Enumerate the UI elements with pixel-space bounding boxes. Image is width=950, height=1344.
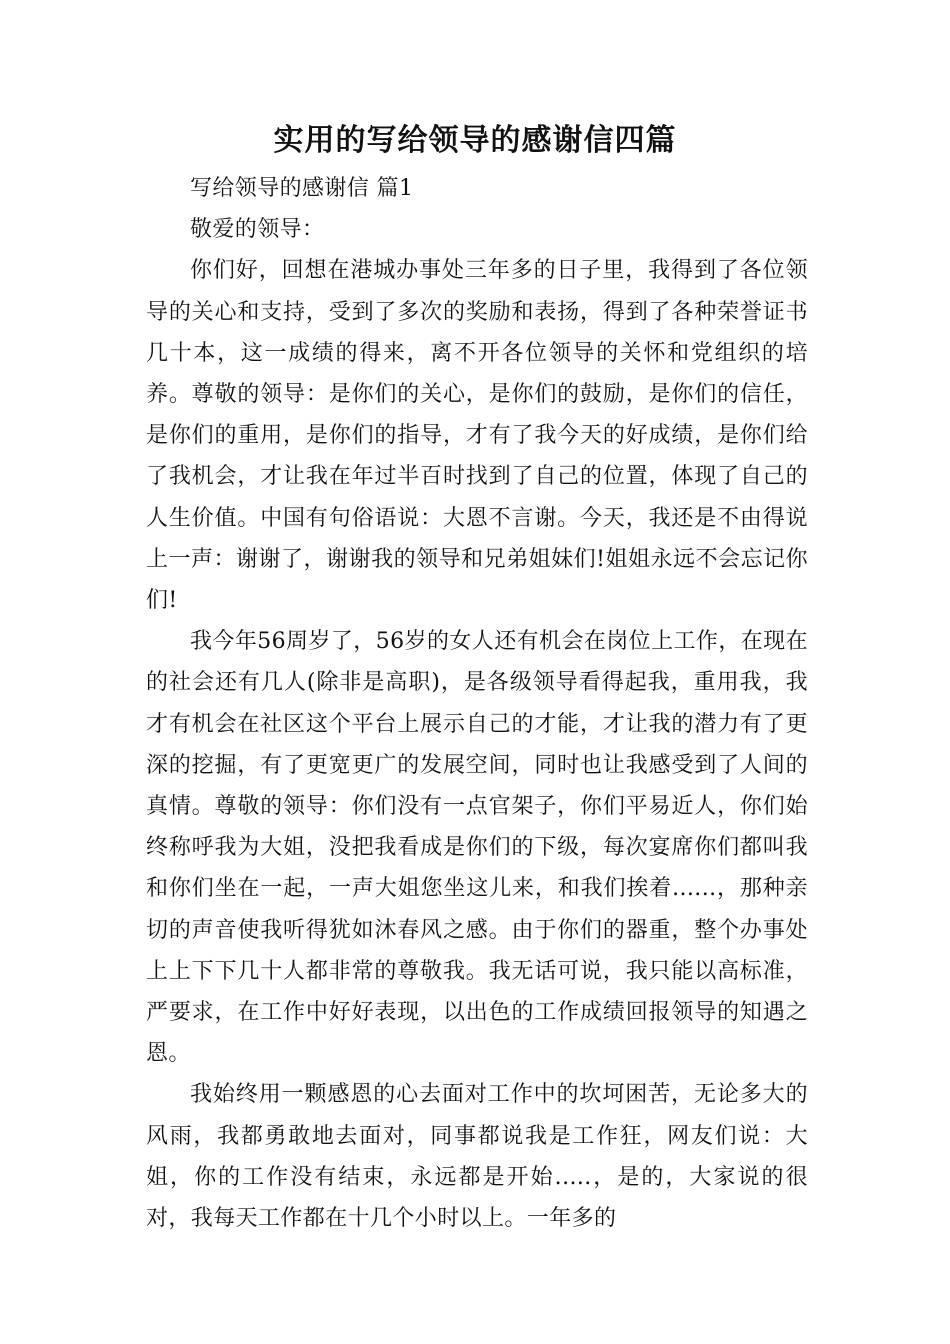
body-paragraph: 你们好，回想在港城办事处三年多的日子里，我得到了各位领导的关心和支持，受到了多次的奖励和表扬，得到了各种荣誉证书几十本，这一成绩的得来，离不开各位领导的关怀和党组织的培养。尊敬的领导：是你们的关心，是你们的鼓励，是你们的信任，是你们的重用，是你们的指导，才有了我今天的好成绩，是你们给了我机会，才让我在年过半百时找到了自己的位置，体现了自己的人生价值。中国有句俗语说：大恩不言谢。今天，我还是不由得说上一声：谢谢了，谢谢我的领导和兄弟姐妹们!姐姐永远不会忘记你们!	[146, 258, 808, 614]
document-title: 实用的写给领导的感谢信四篇	[273, 123, 677, 158]
body-paragraph: 我始终用一颗感恩的心去面对工作中的坎坷困苦，无论多大的风雨，我都勇敢地去面对，同事都说我是工作狂，网友们说：大姐，你的工作没有结束，永远都是开始.....，是的，大家说的很对，我每天工作都在十几个小时以上。一年多的	[146, 1082, 808, 1232]
body-paragraph: 我今年56周岁了，56岁的女人还有机会在岗位上工作，在现在的社会还有几人(除非是高职)，是各级领导看得起我，重用我，我才有机会在社区这个平台上展示自己的才能，才让我的潜力有了更深的挖掘，有了更宽更广的发展空间，同时也让我感受到了人间的真情。尊敬的领导：你们没有一点官架子，你们平易近人，你们始终称呼我为大姐，没把我看成是你们的下级，每次宴席你们都叫我和你们坐在一起，一声大姐您坐这儿来，和我们挨着......，那种亲切的声音使我听得犹如沐春风之感。由于你们的器重，整个办事处上上下下几十人都非常的尊敬我。我无话可说，我只能以高标准，严要求，在工作中好好表现，以出色的工作成绩回报领导的知遇之恩。	[146, 629, 808, 1067]
salutation: 敬爱的领导：	[190, 217, 325, 243]
section-heading: 写给领导的感谢信 篇1	[190, 176, 414, 201]
document-body	[146, 168, 808, 1239]
